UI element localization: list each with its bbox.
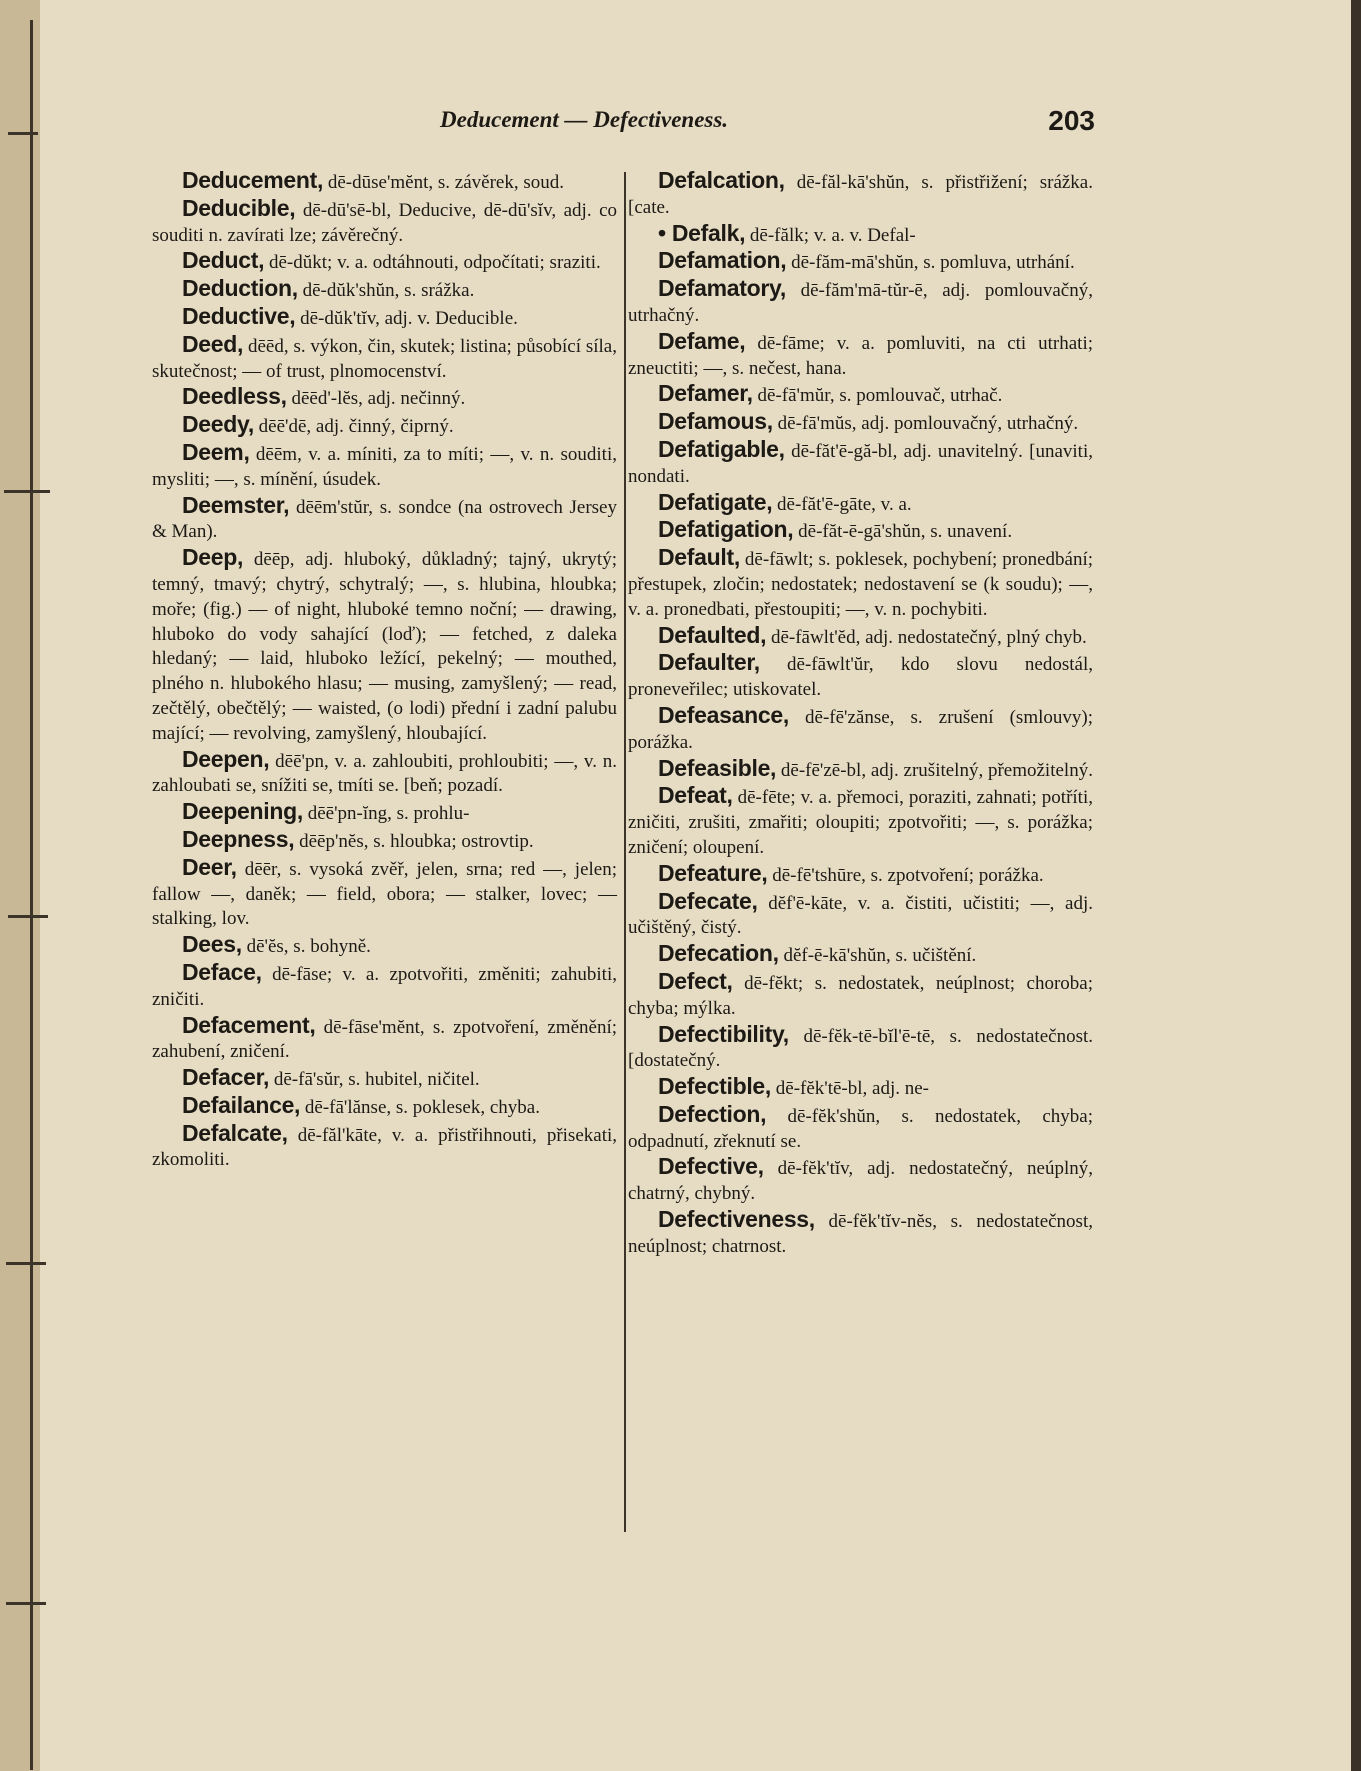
headword: Deemster, [182,491,290,518]
entry-text: dē-fāme; v. a. pomluviti, na cti utrhati; zneuctiti; —, s. nečest, hana. [628,332,1093,379]
headword: Dees, [182,931,242,958]
headword: Defacer, [182,1064,270,1091]
left-column [152,168,617,1173]
gutter-tick [8,915,48,918]
dictionary-entry [628,1074,1093,1102]
dictionary-entry [628,1207,1093,1260]
dictionary-entry [152,1121,617,1174]
headword: Defectibility, [658,1020,789,1047]
headword: Defailance, [182,1091,301,1118]
headword: Deem, [182,438,250,465]
entry-text: dēēp'nĕs, s. hloubka; ostrovtip. [294,830,534,852]
dictionary-entry [628,969,1093,1022]
headword: Defatigable, [658,435,785,462]
entry-text: dē-fāwlt'ĕd, adj. nedostatečný, plný chyb. [766,626,1087,648]
gutter-tick [6,1262,46,1265]
dictionary-entry [628,409,1093,437]
running-title: Deducement — Defectiveness. [440,107,729,132]
entry-text: dē-dŭk'shŭn, s. srážka. [297,280,475,302]
entry-text: dē-fāwlt; s. poklesek, pochybení; pronedbání; přestupek, zločin; nedostatek; nedostavení se (k soudu); —, v. a. pronedbati, přestoupiti; —, v. n. pochybiti. [628,549,1093,620]
headword: Defeature, [658,859,768,886]
dictionary-entry [152,412,617,440]
entry-text: dĕf'ē-kāte, v. a. čistiti, učistiti; —, adj. učištěný, čistý. [628,892,1093,939]
page-edge [1351,0,1361,1771]
headword: Deepness, [182,825,295,852]
gutter-rule [30,20,33,1770]
headword: Defecation, [658,940,779,967]
entry-text: dē-fāwlt'ŭr, kdo slovu nedostál, proneveřilec; utiskovatel. [628,654,1093,701]
dictionary-entry [152,168,617,196]
entry-text: dē-fē'zē-bl, adj. zrušitelný, přemožitelný. [776,759,1093,781]
entry-text: dē'ĕs, s. bohyně. [241,936,371,958]
entry-text: dē-dū'sē-bl, Deducive, dē-dū'sĭv, adj. co souditi n. zavírati lze; závěrečný. [152,199,617,246]
headword: Defection, [658,1100,767,1127]
binding-gutter [0,0,40,1771]
dictionary-entry [152,960,617,1013]
headword: Deepening, [182,798,303,825]
dictionary-entry [152,276,617,304]
dictionary-entry [152,384,617,412]
headword: Defect, [658,967,733,994]
entry-text: dē-făl-kā'shŭn, s. přistřižení; srážka. [cate. [628,172,1093,218]
headword: Defamer, [658,380,753,407]
dictionary-entry [152,1093,617,1121]
headword: Defamatory, [658,275,786,302]
headword: Deducible, [182,194,296,221]
dictionary-entry [628,861,1093,889]
entry-text: dēēd'-lĕs, adj. nečinný. [286,388,466,410]
dictionary-entry [152,855,617,932]
headword: Defeasible, [658,754,777,781]
headword: Defatigate, [658,488,773,515]
gutter-tick [4,490,50,493]
entry-text: dē-făt-ē-gā'shŭn, s. unavení. [793,521,1013,543]
entry-text: dē-fălk; v. a. v. Defal- [745,224,916,246]
entry-text: dē-fĕkt; s. nedostatek, neúplnost; choroba; chyba; mýlka. [628,972,1093,1019]
entry-text: dē-fā'mŭs, adj. pomlouvačný, utrhačný. [772,413,1079,435]
entry-text: dē-fē'tshūre, s. zpotvoření; porážka. [767,864,1044,886]
entry-text: dē-fāse'mĕnt, s. zpotvoření, změnění; zahubení, zničení. [152,1016,617,1063]
dictionary-entry [628,381,1093,409]
dictionary-entry [628,756,1093,784]
headword: Deer, [182,853,237,880]
dictionary-entry [152,196,617,249]
dictionary-entry [628,545,1093,622]
dictionary-entry [628,1022,1093,1075]
dictionary-entry [152,248,617,276]
dictionary-entry [628,248,1093,276]
headword: Defamous, [658,408,773,435]
dictionary-entry [628,941,1093,969]
headword: Defectible, [658,1073,772,1100]
headword: Default, [658,544,740,571]
entry-text: dē-făt'ē-gāte, v. a. [772,493,912,515]
entry-text: dē-fē'zănse, s. zrušení (smlouvy); porážka. [628,706,1093,753]
dictionary-entry [152,1065,617,1093]
dictionary-entry [628,889,1093,942]
dictionary-entry [152,440,617,493]
headword: Defalcate, [182,1119,288,1146]
headword: Defalcation, [658,167,785,193]
headword: Deface, [182,958,262,985]
entry-text: dē-fā'mŭr, s. pomlouvač, utrhač. [752,385,1003,407]
headword: Defeasance, [658,701,789,728]
entry-text: dēē'dē, adj. činný, čiprný. [253,416,454,438]
dictionary-entry [152,1013,617,1066]
column-divider [624,172,626,1532]
dictionary-entry [628,490,1093,518]
entry-text: dē-fēte; v. a. přemoci, poraziti, zahnati; potříti, zničiti, zrušiti, zmařiti; oloupiti; zpotvořiti; —, s. porážka; zničení; oloupení. [628,787,1093,858]
headword: Defame, [658,327,746,354]
headword: Deepen, [182,745,270,772]
headword: • Defalk, [658,219,746,246]
entry-text: dē-făm'mā-tŭr-ē, adj. pomlouvačný, utrhačný. [628,280,1093,326]
gutter-tick [8,132,38,135]
dictionary-entry [152,932,617,960]
dictionary-entry [152,827,617,855]
headword: Deduct, [182,247,265,274]
entry-text: dĕf-ē-kā'shŭn, s. učištění. [778,945,977,967]
dictionary-entry [628,329,1093,382]
headword: Defeat, [658,782,733,809]
entry-text: dē-fā'sŭr, s. hubitel, ničitel. [269,1069,480,1091]
dictionary-entry [628,783,1093,860]
dictionary-entry [628,276,1093,329]
entry-text: dē-fā'lănse, s. poklesek, chyba. [300,1096,540,1118]
headword: Defecate, [658,887,758,914]
headword: Defaulted, [658,621,767,648]
entry-text: dēēr, s. vysoká zvěř, jelen, srna; red —, jelen; fallow —, daněk; — field, obora; — stalker, lovec; — stalking, lov. [152,858,617,930]
entry-text: dēēp, adj. hluboký, důkladný; tajný, ukrytý; temný, tmavý; chytrý, schytralý; —, s. hlubina, hloubka; moře; (fig.) — of night, hluboké temno noční; — drawing, hluboko do vody sahající (loď); — fetched, z daleka hledaný; — laid, hluboko ležící, pekelný; — mouthed, plného n. hlubokého hlasu; — musing, zamyšlený; — read, zečtělý, obečtělý; — waisted, (o lodi) přední i zadní palubu mající; — revolving, zamyšlený, hloubající. [152,549,617,744]
dictionary-entry [628,703,1093,756]
dictionary-entry [152,304,617,332]
dictionary-entry [152,332,617,385]
headword: Defaulter, [658,649,760,676]
headword: Defacement, [182,1011,316,1038]
gutter-tick [6,1602,46,1605]
entry-text: dēēm, v. a. míniti, za to míti; —, v. n. souditi, mysliti; —, s. mínění, úsudek. [152,443,617,490]
dictionary-entry [628,517,1093,545]
dictionary-entry [628,437,1093,490]
headword: Deductive, [182,302,296,329]
headword: Deedy, [182,411,254,438]
entry-text: dē-dŭk'tĭv, adj. v. Deducible. [295,307,518,329]
headword: Defective, [658,1153,764,1180]
headword: Deduction, [182,275,298,302]
entry-text: dē-fĕk'tĭv, adj. nedostatečný, neúplný, chatrný, chybný. [628,1158,1093,1205]
headword: Deed, [182,330,244,357]
entry-text: dē-fĕk-tē-bĭl'ē-tē, s. nedostatečnost. [dostatečný. [628,1025,1093,1072]
dictionary-entry [628,1102,1093,1155]
entry-text: dē-dŭkt; v. a. odtáhnouti, odpočítati; sraziti. [264,252,601,274]
dictionary-entry [628,221,1093,249]
entry-text: dēēm'stŭr, s. sondce (na ostrovech Jersey & Man). [152,496,617,543]
entry-text: dē-făl'kāte, v. a. přistřihnouti, přisekati, zkomoliti. [152,1124,617,1171]
entry-text: dē-dūse'mĕnt, s. závěrek, soud. [323,172,564,193]
headword: Defectiveness, [658,1206,815,1233]
headword: Deep, [182,544,244,571]
entry-text: dēēd, s. výkon, čin, skutek; listina; působící síla, skutečnost; — of trust, plnomocenství. [152,335,617,382]
dictionary-entry [628,168,1093,221]
entry-text: dē-fĕk'tē-bl, adj. ne- [771,1078,929,1100]
headword: Deducement, [182,167,324,193]
dictionary-entry [152,493,617,546]
entry-text: dē-făm-mā'shŭn, s. pomluva, utrhání. [786,252,1075,274]
entry-text: dē-fĕk'shŭn, s. nedostatek, chyba; odpadnutí, zřeknutí se. [628,1105,1093,1152]
entry-text: dēē'pn-ĭng, s. prohlu- [302,803,470,825]
entry-text: dēē'pn, v. a. zahloubiti, prohloubiti; —, v. n. zahloubati se, snížiti se, tmíti se. [beň; pozadí. [152,750,617,797]
entry-text: dē-făt'ē-gă-bl, adj. unavitelný. [unaviti, nondati. [628,440,1093,487]
dictionary-entry [152,545,617,746]
dictionary-entry [628,650,1093,703]
dictionary-entry [628,623,1093,651]
dictionary-entry [152,799,617,827]
dictionary-entry [152,747,617,800]
page-number: 203 [1048,105,1095,136]
entry-text: dē-fĕk'tĭv-nĕs, s. nedostatečnost, neúplnost; chatrnost. [628,1211,1093,1257]
entry-text: dē-fāse; v. a. zpotvořiti, změniti; zahubiti, zničiti. [152,963,617,1010]
dictionary-entry [628,1154,1093,1207]
right-column [628,168,1093,1260]
headword: Defatigation, [658,516,794,543]
headword: Defamation, [658,247,787,274]
headword: Deedless, [182,383,287,410]
